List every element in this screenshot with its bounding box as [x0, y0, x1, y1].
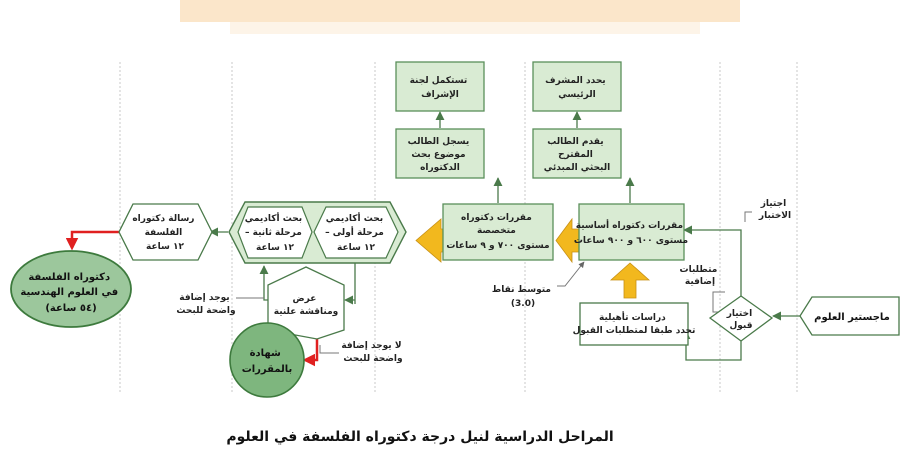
research-stage1-node [314, 207, 398, 258]
svg-text:مقررات دكتوراه متخصصة: مقررات دكتوراه متخصصة مستوى ٧٠٠ و ٩ ساعات [446, 213, 550, 251]
svg-text:يقدم الطالب المقترح: يقدم الطالب المقترح البحثي المبدئي [543, 137, 611, 173]
svg-text:شهادة بالمقررات: شهادة بالمقررات [241, 348, 293, 375]
proposal-node [533, 129, 621, 178]
svg-text:مقررات دكتوراه أساسية مس: مقررات دكتوراه أساسية مستوى ٦٠٠ و ٩٠٠ ساعات [573, 221, 689, 246]
admission-diamond [710, 296, 772, 341]
annotation-has-addition [176, 293, 235, 316]
prep-studies-node [573, 303, 696, 345]
svg-text:دراسات تأهيلية تحدد طبقا: دراسات تأهيلية تحدد طبقا لمتطلبات القبول [572, 313, 696, 336]
svg-text:يحدد المشرف الرئيسي: يحدد المشرف الرئيسي [545, 76, 606, 100]
svg-text:يوجد إضافة واضحة للبحث: يوجد إضافة واضحة للبحث [176, 293, 236, 316]
svg-text:متطلبات إضافية: متطلبات إضافية [679, 265, 718, 287]
annotation-no-addition [341, 341, 404, 364]
phd-degree-oval [11, 251, 131, 327]
masters-label: ماجستير العلوم [814, 312, 890, 323]
svg-text:رسالة دكتوراه الفلسفة: رسالة دكتوراه الفلسفة ١٢ ساعة [132, 214, 195, 252]
annotation-gpa [492, 285, 554, 309]
svg-text:يسجل الطالب موضوع بحث: يسجل الطالب موضوع بحث الدكتوراه [407, 137, 470, 173]
register-topic-node [396, 129, 484, 178]
top-banner [180, 0, 740, 34]
diagram-caption: المراحل الدراسية لنيل درجة دكتوراه الفلسفة في العلوم [226, 429, 614, 445]
basic-courses-node [574, 204, 688, 260]
svg-text:اختيار قبول: اختيار قبول [726, 309, 753, 331]
thesis-node [119, 204, 212, 260]
svg-text:بحث أكاديمي – مرحلة ثاني: بحث أكاديمي – مرحلة ثانية ١٢ ساعة [244, 214, 303, 253]
svg-text:دكتوراه الفلسفة في العلو: دكتوراه الفلسفة في العلوم الهندسية (٥٤ ساعة) [20, 272, 119, 314]
svg-text:ماجستير العلوم [814, 312, 890, 323]
svg-text:بحث أكاديمي – مرحلة أولى: بحث أكاديمي – مرحلة أولى ١٢ ساعة [325, 214, 384, 253]
masters-degree-node [800, 297, 899, 335]
annotation-extra-requirements [680, 265, 721, 287]
annotation-pass-exam [758, 199, 791, 221]
research-stage2-node [238, 207, 312, 258]
committee-node [396, 62, 484, 111]
svg-text:لا يوجد إضافة واضحة للبح: لا يوجد إضافة واضحة للبحث [341, 341, 403, 364]
supervisor-node [533, 62, 621, 111]
svg-text:متوسط نقاط (3.0): متوسط نقاط (3.0) [491, 285, 551, 309]
svg-text:عرض ومناقشة علنية: عرض ومناقشة علنية [273, 294, 339, 317]
svg-text:اجتياز الاختبار: اجتياز الاختبار [758, 199, 792, 221]
specialized-courses-node [443, 204, 553, 260]
certificate-circle [230, 323, 304, 397]
svg-text:تستكمل لجنة الإشراف: تستكمل لجنة الإشراف [409, 76, 468, 100]
